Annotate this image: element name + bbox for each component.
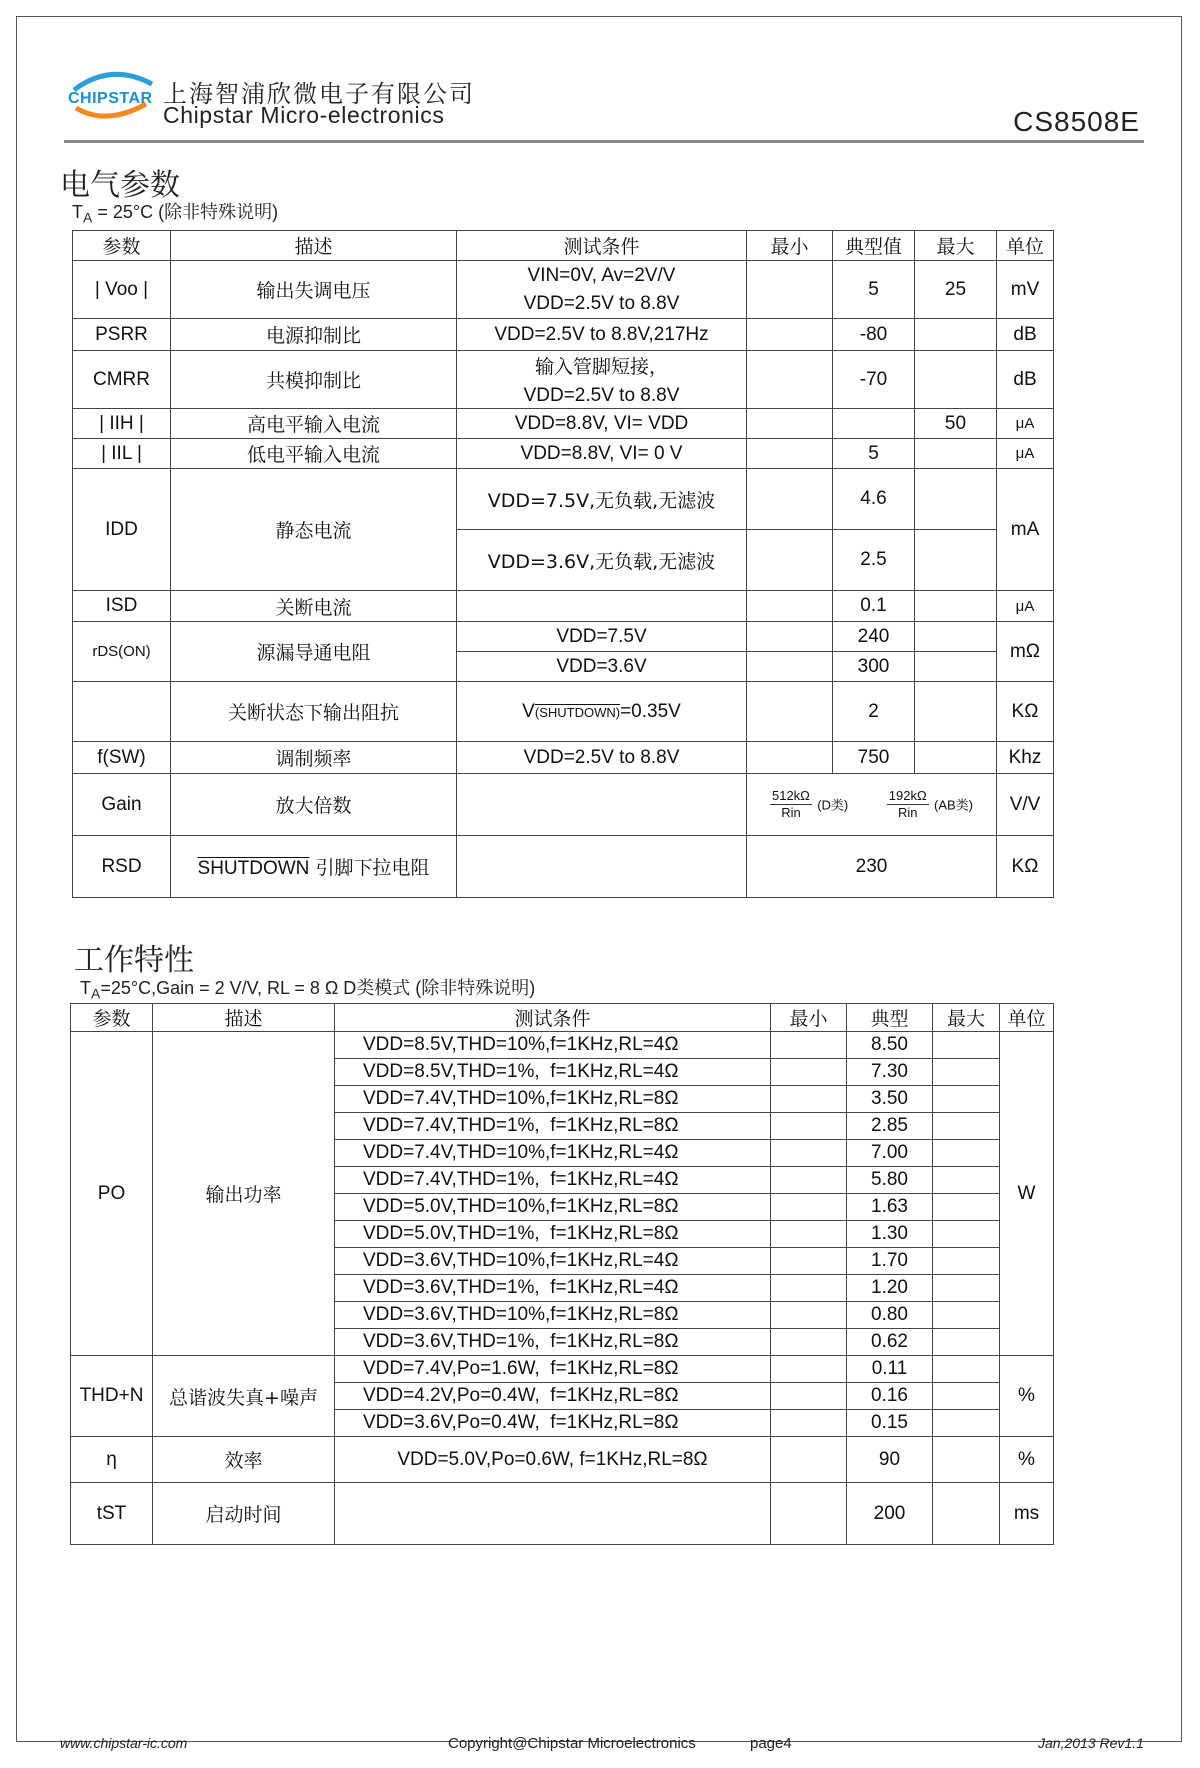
max-cell [933, 1221, 1000, 1248]
thd-unit-cell: % [1000, 1356, 1054, 1437]
table-row: rDS(ON) 源漏导通电阻 VDD=7.5V 240 mΩ [73, 622, 1054, 652]
po-typ-cell: 5.80 [847, 1167, 933, 1194]
table-row: VDD=3.6V,无负载,无滤波 2.5 [73, 530, 1054, 591]
thd-typ-cell: 0.16 [847, 1383, 933, 1410]
max-cell [933, 1356, 1000, 1383]
max-cell [933, 1410, 1000, 1437]
max-cell [933, 1059, 1000, 1086]
work-section-title: 工作特性 [74, 943, 194, 978]
work-section-subtitle: $T_A=25^\circ C,Gain = 2$ V/V, RL = 8 Ω D类模式 (除非特殊说明) [80, 978, 536, 1002]
max-cell [933, 1275, 1000, 1302]
min-cell [771, 1383, 847, 1410]
max-cell [933, 1302, 1000, 1329]
po-unit-cell: W [1000, 1032, 1054, 1356]
po-condition-cell: VDD=7.4V,THD=10%,f=1KHz,RL=4Ω [335, 1140, 771, 1167]
min-cell [771, 1032, 847, 1059]
po-typ-cell: 3.50 [847, 1086, 933, 1113]
table-header-row: 参数 描述 测试条件 最小 典型值 最大 单位 [73, 231, 1054, 261]
min-cell [771, 1086, 847, 1113]
min-cell [771, 1113, 847, 1140]
table-row [71, 1032, 1054, 1059]
footer-copyright: Copyright@Chipstar Microelectronics [448, 1735, 696, 1752]
table-row: f(SW) 调制频率 VDD=2.5V to 8.8V 750 Khz [73, 742, 1054, 774]
table-row: RSD SHUTDOWN 引脚下拉电阻 230 KΩ [73, 836, 1054, 898]
table-row: PSRR 电源抑制比 VDD=2.5V to 8.8V,217Hz -80 dB [73, 319, 1054, 351]
table-row: IDD 静态电流 VDD=7.5V,无负载,无滤波 4.6 mA [73, 469, 1054, 530]
footer-revision: Jan,2013 Rev1.1 [1038, 1735, 1144, 1751]
po-typ-cell: 7.00 [847, 1140, 933, 1167]
table-header-row: 参数 描述 测试条件 最小 典型 最大 单位 [71, 1004, 1054, 1032]
work-char-table [70, 1003, 1054, 1545]
table-row: CMRR 共模抑制比 输入管脚短接， VDD=2.5V to 8.8V -70 dB [73, 351, 1054, 409]
po-typ-cell: 7.30 [847, 1059, 933, 1086]
min-cell [771, 1059, 847, 1086]
max-cell [933, 1194, 1000, 1221]
table-row: VDD=3.6V 300 [73, 652, 1054, 682]
min-cell [771, 1194, 847, 1221]
min-cell [771, 1140, 847, 1167]
company-name-cn: 上海智浦欣微电子有限公司 [163, 80, 475, 108]
table-row: | Voo | 输出失调电压 VIN=0V, Av=2V/V VDD=2.5V to 8.8V 5 25 mV [73, 261, 1054, 319]
po-param-cell: PO [71, 1032, 153, 1356]
part-number: CS8508E [1013, 106, 1140, 137]
thd-condition-cell: VDD=3.6V,Po=0.4W, f=1KHz,RL=8Ω [335, 1410, 771, 1437]
max-cell [933, 1086, 1000, 1113]
po-typ-cell: 1.63 [847, 1194, 933, 1221]
po-condition-cell: VDD=8.5V,THD=1%, f=1KHz,RL=4Ω [335, 1059, 771, 1086]
elec-section-subtitle: $T_A = 25^\circ C$ (除非特殊说明) [72, 202, 279, 226]
po-desc-cell: 输出功率 [153, 1032, 335, 1356]
max-cell [933, 1248, 1000, 1275]
table-row [71, 1356, 1054, 1383]
table-row: 关断状态下输出阻抗 V(SHUTDOWN)=0.35V 2 KΩ [73, 682, 1054, 742]
po-typ-cell: 1.30 [847, 1221, 933, 1248]
min-cell [771, 1302, 847, 1329]
po-condition-cell: VDD=3.6V,THD=10%,f=1KHz,RL=8Ω [335, 1302, 771, 1329]
table-row: | IIH | 高电平输入电流 VDD=8.8V, VI= VDD 50 μA [73, 409, 1054, 439]
thd-condition-cell: VDD=4.2V,Po=0.4W, f=1KHz,RL=8Ω [335, 1383, 771, 1410]
min-cell [771, 1167, 847, 1194]
thd-desc-cell: 总谐波失真+噪声 [153, 1356, 335, 1437]
po-condition-cell: VDD=5.0V,THD=1%, f=1KHz,RL=8Ω [335, 1221, 771, 1248]
min-cell [771, 1356, 847, 1383]
min-cell [771, 1221, 847, 1248]
max-cell [933, 1113, 1000, 1140]
elec-section-title: 电气参数 [60, 168, 180, 203]
po-condition-cell: VDD=3.6V,THD=10%,f=1KHz,RL=4Ω [335, 1248, 771, 1275]
po-typ-cell: 1.70 [847, 1248, 933, 1275]
po-condition-cell: VDD=7.4V,THD=1%, f=1KHz,RL=4Ω [335, 1167, 771, 1194]
po-condition-cell: VDD=7.4V,THD=10%,f=1KHz,RL=8Ω [335, 1086, 771, 1113]
table-row: η 效率 VDD=5.0V,Po=0.6W, f=1KHz,RL=8Ω 90 % [71, 1437, 1054, 1483]
thd-typ-cell: 0.15 [847, 1410, 933, 1437]
thd-param-cell: THD+N [71, 1356, 153, 1437]
max-cell [933, 1032, 1000, 1059]
max-cell [933, 1140, 1000, 1167]
table-row: ISD 关断电流 0.1 μA [73, 591, 1054, 622]
min-cell [771, 1248, 847, 1275]
min-cell [771, 1329, 847, 1356]
header-divider [64, 140, 1144, 143]
po-condition-cell: VDD=3.6V,THD=1%, f=1KHz,RL=4Ω [335, 1275, 771, 1302]
po-condition-cell: VDD=5.0V,THD=10%,f=1KHz,RL=8Ω [335, 1194, 771, 1221]
po-condition-cell: VDD=3.6V,THD=1%, f=1KHz,RL=8Ω [335, 1329, 771, 1356]
logo-text: CHIPSTAR [68, 90, 153, 107]
company-name-en: Chipstar Micro-electronics [163, 102, 445, 128]
max-cell [933, 1383, 1000, 1410]
po-typ-cell: 1.20 [847, 1275, 933, 1302]
thd-typ-cell: 0.11 [847, 1356, 933, 1383]
elec-param-table [72, 230, 1054, 898]
po-typ-cell: 0.62 [847, 1329, 933, 1356]
min-cell [771, 1275, 847, 1302]
footer-url: www.chipstar-ic.com [60, 1735, 188, 1751]
po-typ-cell: 8.50 [847, 1032, 933, 1059]
po-condition-cell: VDD=7.4V,THD=1%, f=1KHz,RL=8Ω [335, 1113, 771, 1140]
po-condition-cell: VDD=8.5V,THD=10%,f=1KHz,RL=4Ω [335, 1032, 771, 1059]
table-row: | IIL | 低电平输入电流 VDD=8.8V, VI= 0 V 5 μA [73, 439, 1054, 469]
max-cell [933, 1167, 1000, 1194]
min-cell [771, 1410, 847, 1437]
table-row: Gain 放大倍数 $\frac{512k\Omega}{\text{Rin}}$ (D类) $\frac{192k\Omega}{\text{Rin}}$ (AB类) V/V [73, 774, 1054, 836]
footer-page: page4 [750, 1735, 792, 1752]
max-cell [933, 1329, 1000, 1356]
table-row: tST 启动时间 200 ms [71, 1483, 1054, 1545]
po-typ-cell: 2.85 [847, 1113, 933, 1140]
thd-condition-cell: VDD=7.4V,Po=1.6W, f=1KHz,RL=8Ω [335, 1356, 771, 1383]
po-typ-cell: 0.80 [847, 1302, 933, 1329]
